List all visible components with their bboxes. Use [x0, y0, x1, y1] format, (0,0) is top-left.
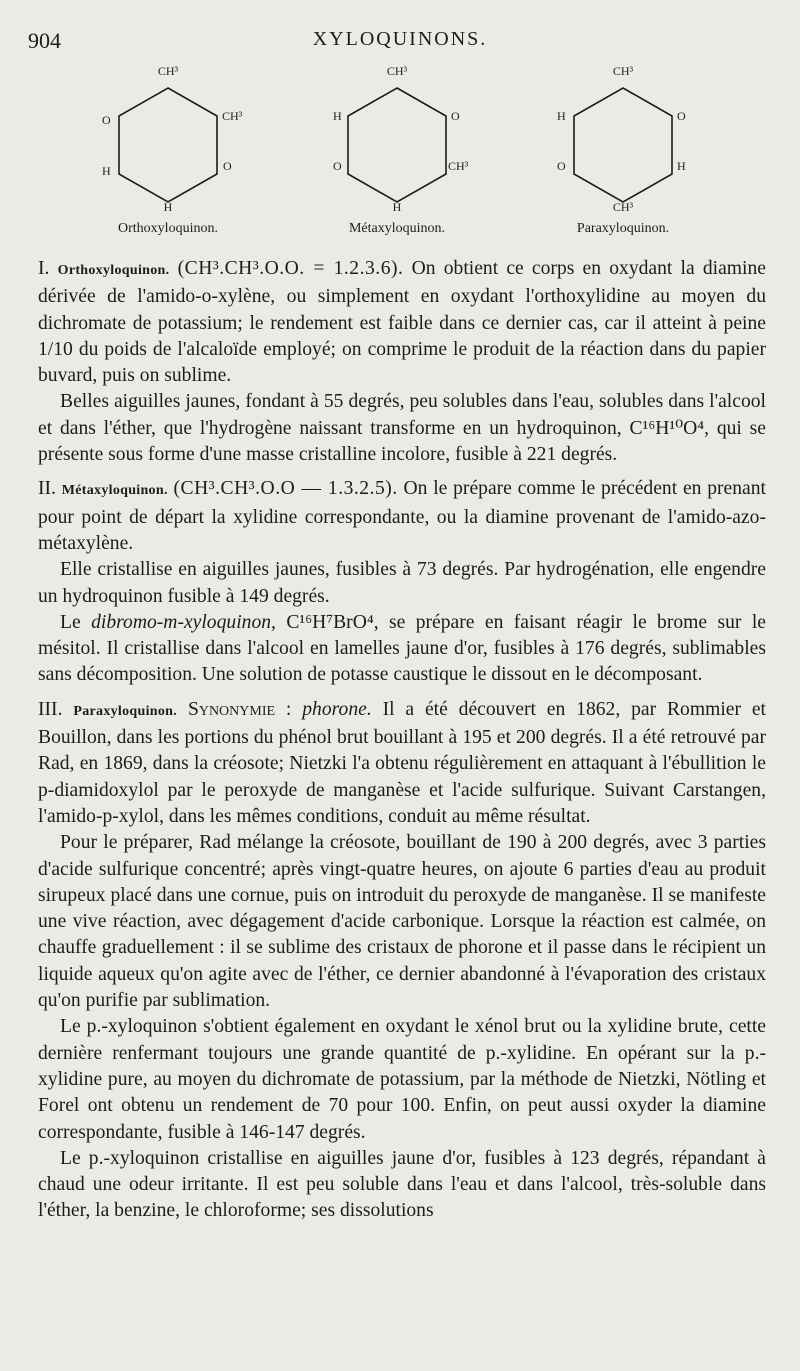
ortho-ring	[119, 88, 217, 202]
ortho-caption: Orthoxyloquinon.	[118, 221, 218, 236]
meta-p3-rest: C¹⁶H⁷BrO⁴, se prépare en faisant réagir le brome sur le mésitol. Il cristallise dans l'alcool en lamelles jaune d'or, fusibles à 176 degrés, sublimables sans décomposition. Une solution de potasse caustique le dissout en le décomposant.	[38, 611, 767, 686]
meta-section-name: Métaxyloquinon.	[61, 483, 168, 499]
ortho-section-name: Orthoxyloquinon.	[57, 263, 170, 278]
meta-paragraph-2: Elle cristallise en aiguilles jaunes, fusibles à 73 degrés. Par hydrogénation, elle engendre un hydroquinon fusible à 149 degrés.	[38, 559, 766, 607]
structural-formulas	[0, 58, 800, 243]
para-label-top: CH³	[612, 64, 634, 78]
para-label-bottom-left: O	[557, 159, 566, 173]
para-p1-text: Il a été découvert en 1862, par Rommier et Bouillon, dans les portions du phénol brut bouillant à 195 et 200 degrés. Il a été retrouvé par Rad, en 1869, dans la créosote; Nietzki l'a obtenu régulièrement en attaquant à l'ébullition le p-diamidoxylol par le peroxyde de manganèse et l'acide sulfurique. Suivant Carstangen, l'amido-p-xylol, dans les mêmes conditions, conduit au même résultat.	[38, 698, 767, 827]
meta-label-top: CH³	[386, 64, 408, 78]
meta-paragraph-1	[38, 476, 766, 557]
page-header	[0, 28, 800, 60]
para-label-top-right: O	[677, 109, 686, 123]
meta-label-bottom: H	[392, 200, 402, 214]
para-section-name: Paraxyloquinon.	[73, 703, 178, 719]
para-caption: Paraxyloquinon.	[576, 221, 670, 236]
meta-section-number: II.	[38, 478, 56, 500]
para-synonym-value: phorone.	[302, 698, 372, 720]
paraxyloquinon-structure	[557, 64, 686, 236]
ortho-paragraph-2: Belles aiguilles jaunes, fondant à 55 degrés, peu solubles dans l'eau, solubles dans l'alcool et dans l'éther, que l'hydrogène naissant transforme en un hydroquinon, C¹⁶H¹⁰O⁴, qui se présente sous forme d'une masse cristalline incolore, fusible à 221 degrés.	[38, 391, 766, 466]
para-paragraph-4: Le p.-xyloquinon cristallise en aiguilles jaune d'or, fusibles à 123 degrés, répandant à chaud une odeur irritante. Il est peu soluble dans l'eau et dans l'alcool, très-soluble dans l'éther, la benzine, le chloroforme; ses dissolutions	[38, 1147, 766, 1222]
ortho-label-top: CH³	[157, 64, 179, 78]
ortho-formula: (CH³.CH³.O.O. = 1.2.3.6).	[177, 258, 404, 279]
structures-figure	[0, 58, 800, 243]
ortho-section-number: I.	[38, 258, 50, 279]
orthoxyloquinon-structure	[102, 64, 243, 236]
ortho-paragraph-1	[38, 256, 766, 389]
meta-label-bottom-left: O	[333, 159, 342, 173]
running-title: XYLOQUINONS.	[312, 28, 488, 50]
meta-paragraph-3	[38, 610, 766, 689]
meta-p1-text: On le prépare comme le précédent en prenant pour point de départ la xylidine correspondante, ou la diamine provenant de l'amido-azo-métaxylène.	[38, 478, 766, 554]
ortho-label-top-left: O	[102, 113, 111, 127]
meta-formula: (CH³.CH³.O.O — 1.3.2.5).	[173, 478, 398, 500]
para-paragraph-2: Pour le préparer, Rad mélange la créosote, bouillant de 190 à 200 degrés, avec 3 parties d'acide sulfurique concentré; après vingt-quatre heures, on ajoute 6 parties d'eau au produit sirupeux placé dans une cornue, puis on introduit du peroxyde de manganèse. Il se manifeste une vive réaction, avec dégagement d'acide carbonique. Lorsque la réaction est calmée, on chauffe graduellement : il se sublime des cristaux de phorone et il passe dans le récipient un liquide aqueux qu'on agite avec de l'éther, ce dernier abandonné à l'évaporation des cristaux qu'on purifie par sublimation.	[38, 832, 766, 1012]
metaxyloquinon-structure	[333, 64, 469, 236]
ortho-label-bottom-right: O	[223, 159, 232, 173]
meta-p3-italic: dibromo-m-xyloquinon,	[91, 611, 276, 633]
ortho-label-bottom: H	[163, 200, 173, 214]
para-paragraph-1	[38, 697, 766, 830]
meta-p3-lead: Le	[60, 611, 81, 633]
para-ring	[574, 88, 672, 202]
meta-caption: Métaxyloquinon.	[348, 221, 446, 236]
body-text	[38, 256, 766, 1225]
ortho-label-top-right: CH³	[222, 109, 243, 123]
meta-label-bottom-right: CH³	[448, 159, 469, 173]
ortho-p1-text: On obtient ce corps en oxydant la diamine dérivée de l'amido-o-xylène, ou simplement en oxydant l'orthoxylidine au moyen du dichromate de potassium; le rendement est faible dans ce dernier cas, car il atteint à peine 1/10 du poids de l'alcaloïde employé; on comprime le produit de la réaction dans du papier buvard, puis on sublime.	[38, 258, 766, 387]
para-label-bottom-right: H	[677, 159, 686, 173]
para-label-bottom: CH³	[612, 200, 634, 214]
page-number: 904	[28, 28, 61, 53]
para-synonym-label: Synonymie :	[187, 698, 292, 720]
para-paragraph-3: Le p.-xyloquinon s'obtient également en oxydant le xénol brut ou la xylidine brute, cette dernière renfermant toujours une grande quantité de p.-xylidine. En opérant sur la p.-xylidine pure, au moyen du dichromate de potassium, par la méthode de Nietzki, Nötling et Forel ont obtenu un rendement de 70 pour 100. Enfin, on peut aussi oxyder la diamine correspondante, fusible à 146-147 degrés.	[38, 1016, 766, 1143]
ortho-label-bottom-left: H	[102, 164, 111, 178]
para-label-top-left: H	[557, 109, 566, 123]
meta-label-top-left: H	[333, 109, 342, 123]
meta-ring	[348, 88, 446, 202]
meta-label-top-right: O	[451, 109, 460, 123]
para-section-number: III.	[38, 698, 63, 720]
